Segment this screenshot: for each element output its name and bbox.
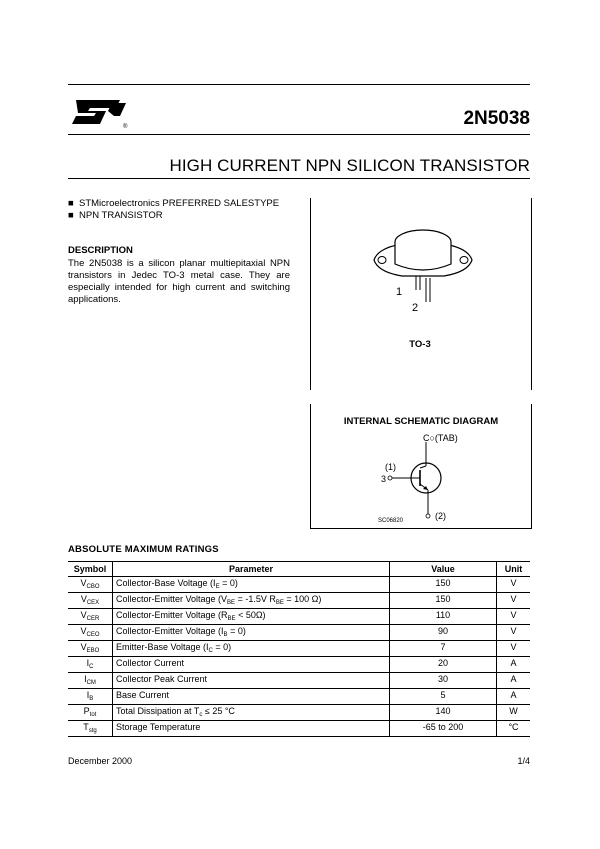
col-unit: Unit	[497, 562, 531, 577]
pin2-label: 2	[412, 302, 419, 314]
description-text: The 2N5038 is a silicon planar multiepitaxial NPN transistors in Jedec TO-3 metal case. They are especially intended for high current and switching applications.	[68, 258, 290, 305]
schematic-title: INTERNAL SCHEMATIC DIAGRAM	[343, 416, 499, 427]
footer-date: December 2000	[68, 756, 133, 766]
table-row: $T_{stg}$ Storage Temperature -65 to 200 °C	[68, 721, 530, 737]
base-label: (1)	[385, 462, 396, 472]
ratings-heading: ABSOLUTE MAXIMUM RATINGS	[68, 544, 219, 555]
collector-label: C○(TAB)	[423, 433, 458, 443]
to3-package-drawing	[368, 220, 478, 320]
table-row: $V_{EBO}$ Emitter-Base Voltage $(I_C = 0)$ 7 V	[68, 641, 530, 657]
ratings-table	[68, 561, 530, 737]
page-title: HIGH CURRENT NPN SILICON TRANSISTOR	[169, 156, 530, 175]
part-number: 2N5038	[463, 108, 530, 129]
bullet-icon: ■	[68, 210, 74, 221]
schematic-code: SC06820	[378, 518, 404, 524]
st-logo	[68, 92, 132, 132]
emitter-label: (2)	[435, 511, 446, 521]
table-row: $V_{CEX}$ Collector-Emitter Voltage ($V_{BE} = -1.5V$ $R_{BE} = 100$ Ω) 150 V	[68, 593, 530, 609]
bullet-icon: ■	[68, 198, 74, 209]
feature-item: ■ STMicroelectronics PREFERRED SALESTYPE	[68, 198, 280, 209]
page-number: 1/4	[517, 756, 530, 766]
pin1-label: 1	[396, 286, 403, 298]
col-value: Value	[390, 562, 497, 577]
description-heading: DESCRIPTION	[68, 245, 133, 256]
feature-list	[68, 198, 298, 222]
base-pin-label: 3	[381, 474, 387, 484]
table-row: $V_{CEO}$ Collector-Emitter Voltage $(I_B = 0)$ 90 V	[68, 625, 530, 641]
col-symbol: Symbol	[68, 562, 113, 577]
header-rule	[68, 134, 530, 135]
top-rule	[68, 84, 530, 85]
col-parameter: Parameter	[113, 562, 390, 577]
registered-mark: ®	[123, 124, 128, 130]
table-row: $V_{CBO}$ Collector-Base Voltage $(I_E = 0)$ 150 V	[68, 577, 530, 593]
title-rule	[68, 178, 530, 179]
table-row: $P_{tot}$ Total Dissipation at $T_c \le 25$ °C 140 W	[68, 705, 530, 721]
package-label: TO-3	[409, 339, 431, 350]
table-row: $I_C$ Collector Current 20 A	[68, 657, 530, 673]
table-row: $V_{CER}$ Collector-Emitter Voltage $(R_{BE} < 50\Omega)$ 110 V	[68, 609, 530, 625]
feature-item: ■ NPN TRANSISTOR	[68, 210, 163, 221]
table-row: $I_B$ Base Current 5 A	[68, 689, 530, 705]
table-row: $I_{CM}$ Collector Peak Current 30 A	[68, 673, 530, 689]
